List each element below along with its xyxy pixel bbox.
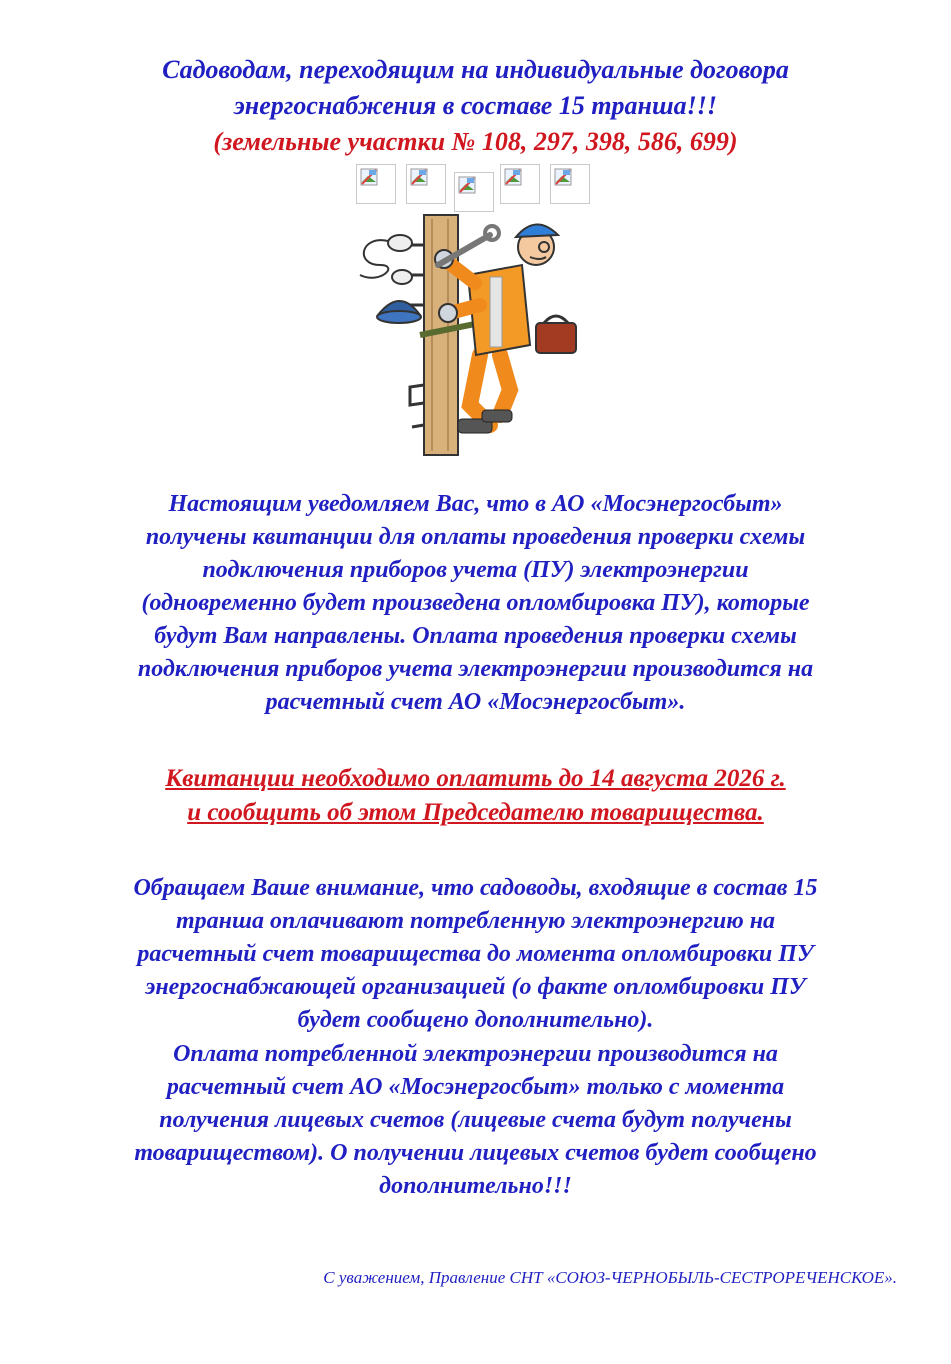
notice-header bbox=[0, 52, 951, 160]
text-line: будет сообщено дополнительно). bbox=[297, 1007, 654, 1033]
warning-line: Квитанции необходимо оплатить до 14 августа 2026 г. bbox=[165, 765, 786, 792]
text-line: Оплата потребленной электроэнергии производится на bbox=[173, 1041, 778, 1067]
text-line: подключения приборов учета электроэнергии производится на bbox=[137, 656, 814, 682]
text-line: энергоснабжающей организацией (о факте опломбировки ПУ bbox=[145, 974, 806, 1000]
text-line: будут Вам направлены. Оплата проведения проверки схемы bbox=[154, 623, 797, 649]
broken-image-icon bbox=[550, 164, 590, 204]
text-line: получения лицевых счетов (лицевые счета будут получены bbox=[159, 1107, 792, 1133]
payment-notice-paragraph bbox=[40, 488, 911, 719]
payment-account-paragraph bbox=[40, 1038, 911, 1203]
text-line: расчетный счет товарищества до момента опломбировки ПУ bbox=[137, 941, 814, 967]
electrician-on-pole-illustration bbox=[340, 205, 610, 460]
broken-image-icon bbox=[500, 164, 540, 204]
signature: С уважением, Правление СНТ «СОЮЗ-ЧЕРНОБЫЛЬ-СЕСТРОРЕЧЕНСКОЕ». bbox=[323, 1268, 897, 1287]
deadline-warning bbox=[40, 762, 911, 830]
broken-image-icon bbox=[356, 164, 396, 204]
text-line: Обращаем Ваше внимание, что садоводы, входящие в состав 15 bbox=[133, 875, 818, 901]
text-line: транша оплачивают потребленную электроэнергию на bbox=[175, 908, 776, 934]
text-line: товариществом). О получении лицевых счетов будет сообщено bbox=[134, 1140, 817, 1166]
broken-image-icon bbox=[406, 164, 446, 204]
warning-line: и сообщить об этом Председателю товарищества. bbox=[187, 799, 764, 826]
text-line: дополнительно!!! bbox=[379, 1173, 572, 1199]
attention-paragraph bbox=[40, 872, 911, 1037]
text-line: расчетный счет АО «Мосэнергосбыт» только с момента bbox=[166, 1074, 785, 1100]
title-line-2: энергоснабжения в составе 15 транша!!! bbox=[234, 91, 717, 120]
plots-subtitle: (земельные участки № 108, 297, 398, 586, 699) bbox=[213, 127, 738, 156]
text-line: (одновременно будет произведена опломбировка ПУ), которые bbox=[141, 590, 810, 616]
text-line: Настоящим уведомляем Вас, что в АО «Мосэнергосбыт» bbox=[168, 491, 783, 517]
broken-image-row bbox=[0, 160, 951, 210]
title-line-1: Садоводам, переходящим на индивидуальные договора bbox=[162, 55, 789, 84]
text-line: расчетный счет АО «Мосэнергосбыт». bbox=[265, 689, 686, 715]
text-line: получены квитанции для оплаты проведения проверки схемы bbox=[145, 524, 806, 550]
text-line: подключения приборов учета (ПУ) электроэнергии bbox=[202, 557, 749, 583]
